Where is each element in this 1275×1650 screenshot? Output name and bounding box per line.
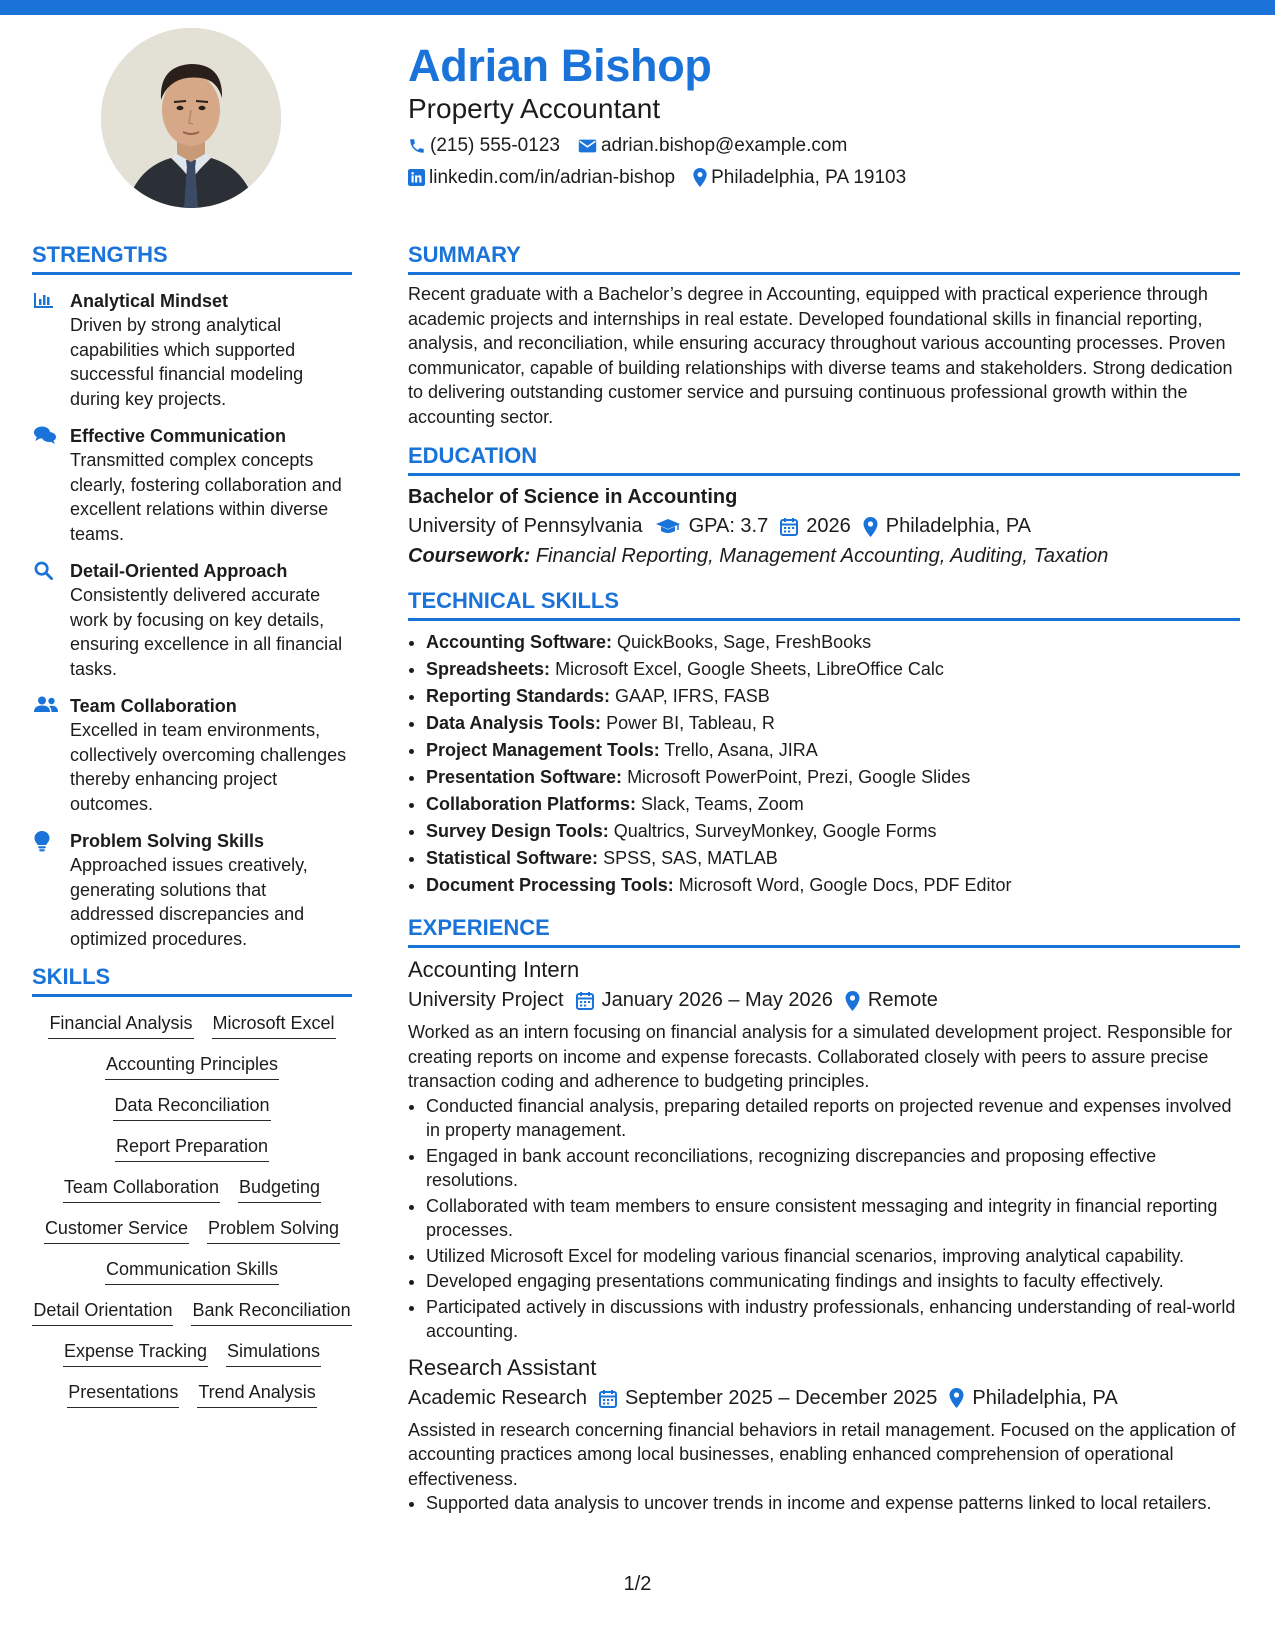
tech-skill-value: GAAP, IFRS, FASB <box>615 686 770 706</box>
tech-skill-item <box>426 791 1240 818</box>
tech-skill-label: Accounting Software: <box>426 632 613 652</box>
strength-item <box>32 289 352 411</box>
summary-text: Recent graduate with a Bachelor’s degree in Accounting, equipped with practical experience through academic projects and internships in real estate. Developed foundational skills in financial reporting, analysis, and reconciliation, while ensuring accuracy throughout various accounting processes. Proven communicator, capable of building relationships with diverse teams and stakeholders. Strong dedication to delivering outstanding customer service and pursuing continuous professional growth within the accounting sector. <box>408 284 1233 427</box>
tech-skill-label: Project Management Tools: <box>426 740 660 760</box>
skills-section <box>32 964 352 1408</box>
coursework-text: Financial Reporting, Management Accounting, Auditing, Taxation <box>535 545 1109 567</box>
tech-skill-value: Microsoft PowerPoint, Prezi, Google Slides <box>627 767 971 787</box>
resume-header <box>408 40 1238 190</box>
skill-chip: Detail Orientation <box>32 1298 173 1326</box>
experience-entry <box>408 956 1240 1344</box>
comments-icon <box>34 426 56 444</box>
achievement-item: • Developed engaging presentations communicating findings and insights to faculty effectively. <box>426 1269 1240 1294</box>
left-column <box>32 242 352 1408</box>
job-location-text: Remote <box>867 989 938 1011</box>
tech-skill-item <box>426 818 1240 845</box>
achievement-item: • Collaborated with team members to ensure consistent messaging and integrity in financial reporting processes. <box>426 1194 1240 1243</box>
tech-skill-value: SPSS, SAS, MATLAB <box>603 848 778 868</box>
strength-description: Consistently delivered accurate work by focusing on key details, ensuring excellence in all financial tasks. <box>70 585 343 679</box>
technical-skills-heading: TECHNICAL SKILLS <box>408 588 1240 621</box>
position-description: Worked as an intern focusing on financial analysis for a simulated development project. Responsible for creating reports on income and expense forecasts. Collaborated closely with peers to assure precise transaction coding and adherence to budgeting principles. <box>408 1022 1233 1091</box>
graduation-cap-icon <box>655 518 681 536</box>
contact-row-1 <box>408 133 1238 158</box>
skill-chip: Expense Tracking <box>63 1339 208 1367</box>
tech-skill-label: Collaboration Platforms: <box>426 794 637 814</box>
tech-skill-item <box>426 656 1240 683</box>
tech-skill-item <box>426 710 1240 737</box>
achievement-item: • Utilized Microsoft Excel for modeling various financial scenarios, improving analytical capability. <box>426 1244 1240 1269</box>
calendar-icon <box>599 1389 617 1408</box>
tech-skill-label: Presentation Software: <box>426 767 623 787</box>
map-pin-icon <box>845 991 860 1011</box>
calendar-icon <box>576 991 594 1010</box>
strengths-list <box>32 289 352 951</box>
coursework-line <box>408 543 1240 570</box>
strength-description: Transmitted complex concepts clearly, fostering collaboration and excellent relations within diverse teams. <box>70 450 342 544</box>
skill-chip: Budgeting <box>238 1175 321 1203</box>
map-pin-icon <box>949 1388 964 1408</box>
school-name <box>408 513 643 540</box>
tech-skill-item <box>426 737 1240 764</box>
calendar-icon <box>780 517 798 536</box>
school-text: University of Pennsylvania <box>408 515 643 537</box>
achievement-item: • Supported data analysis to uncover trends in income and expense patterns linked to local retailers. <box>426 1491 1240 1516</box>
position-title: Accounting Intern <box>408 957 580 982</box>
envelope-icon <box>578 138 597 154</box>
graduation-year <box>780 513 851 540</box>
organization-text: University Project <box>408 989 564 1011</box>
strength-description: Excelled in team environments, collectively overcoming challenges thereby enhancing project outcomes. <box>70 720 347 814</box>
tech-skill-item <box>426 683 1240 710</box>
dates-text: September 2025 – December 2025 <box>624 1386 938 1409</box>
experience-heading: EXPERIENCE <box>408 915 1240 948</box>
page-number: 1/2 <box>623 1573 652 1595</box>
phone-text: (215) 555-0123 <box>430 134 560 156</box>
tech-skill-value: Trello, Asana, JIRA <box>664 740 818 760</box>
skill-chip: Bank Reconciliation <box>191 1298 351 1326</box>
education-heading: EDUCATION <box>408 443 1240 476</box>
map-pin-icon <box>863 517 878 537</box>
lightbulb-icon <box>34 831 50 852</box>
employment-dates <box>576 987 833 1014</box>
job-title-headline: Property Accountant <box>408 93 661 124</box>
linkedin-contact[interactable] <box>408 166 675 190</box>
gpa <box>655 513 769 540</box>
achievement-list <box>408 1094 1240 1344</box>
position-title: Research Assistant <box>408 1354 597 1380</box>
strength-title: Team Collaboration <box>70 696 237 716</box>
candidate-name: Adrian Bishop <box>408 40 712 91</box>
email-contact[interactable] <box>578 134 847 158</box>
coursework-label: Coursework: <box>408 545 531 567</box>
strength-description: Driven by strong analytical capabilities which supported successful financial modeling during key projects. <box>70 315 304 409</box>
education-meta <box>408 513 1240 540</box>
achievement-list <box>408 1491 1240 1516</box>
degree-name: Bachelor of Science in Accounting <box>408 486 738 508</box>
position-description: Assisted in research concerning financial behaviors in retail management. Focused on the application of accounting practices among local businesses, enabling enhanced comprehension of operational effectiveness. <box>408 1419 1236 1489</box>
achievement-item: • Engaged in bank account reconciliations, recognizing discrepancies and proposing effective resolutions. <box>426 1144 1240 1193</box>
tech-skill-item <box>426 872 1240 899</box>
position-meta <box>408 1385 1240 1412</box>
strength-item <box>32 829 352 951</box>
skill-chip: Communication Skills <box>105 1257 279 1285</box>
phone-contact[interactable] <box>408 134 560 158</box>
top-accent-bar <box>0 0 1275 15</box>
skill-chip: Simulations <box>226 1339 321 1367</box>
organization <box>408 1385 587 1412</box>
right-column <box>408 242 1240 1517</box>
skill-chip: Trend Analysis <box>197 1380 316 1408</box>
linkedin-text: linkedin.com/in/adrian-bishop <box>429 166 676 188</box>
tech-skill-value: QuickBooks, Sage, FreshBooks <box>617 632 872 652</box>
strength-description: Approached issues creatively, generating solutions that addressed discrepancies and optimized procedures. <box>70 855 308 949</box>
technical-skills-list <box>408 629 1240 899</box>
contact-row-2 <box>408 165 1238 190</box>
skill-chip: Data Reconciliation <box>113 1093 270 1121</box>
tech-skill-value: Microsoft Word, Google Docs, PDF Editor <box>678 875 1012 895</box>
tech-skill-label: Document Processing Tools: <box>426 875 674 895</box>
phone-icon <box>408 137 426 155</box>
skill-chip: Accounting Principles <box>105 1052 279 1080</box>
strength-title: Analytical Mindset <box>70 291 229 311</box>
experience-entry <box>408 1354 1240 1516</box>
users-icon <box>34 696 58 713</box>
achievement-item: • Participated actively in discussions with industry professionals, enhancing understanding of real-world accounting. <box>426 1295 1240 1344</box>
tech-skill-value: Power BI, Tableau, R <box>606 713 775 733</box>
tech-skill-label: Statistical Software: <box>426 848 599 868</box>
skill-chip: Financial Analysis <box>48 1011 193 1039</box>
location-text: Philadelphia, PA 19103 <box>711 166 907 188</box>
tech-skill-label: Reporting Standards: <box>426 686 611 706</box>
job-location <box>845 987 938 1014</box>
gpa-text: GPA: 3.7 <box>688 515 769 537</box>
strength-item <box>32 559 352 681</box>
strength-title: Problem Solving Skills <box>70 831 265 851</box>
tech-skill-label: Spreadsheets: <box>426 659 551 679</box>
tech-skill-item <box>426 845 1240 872</box>
tech-skill-value: Slack, Teams, Zoom <box>641 794 804 814</box>
profile-photo <box>101 28 281 208</box>
tech-skill-value: Microsoft Excel, Google Sheets, LibreOffice Calc <box>555 659 944 679</box>
position-meta <box>408 987 1240 1014</box>
tech-skill-label: Survey Design Tools: <box>426 821 609 841</box>
tech-skill-value: Qualtrics, SurveyMonkey, Google Forms <box>613 821 937 841</box>
bar-chart-icon <box>34 291 54 309</box>
skill-chip: Team Collaboration <box>63 1175 220 1203</box>
education-location-text: Philadelphia, PA <box>885 515 1032 537</box>
education-location <box>863 513 1031 540</box>
skills-heading: SKILLS <box>32 964 352 997</box>
dates-text: January 2026 – May 2026 <box>601 989 833 1011</box>
email-text: adrian.bishop@example.com <box>600 134 848 156</box>
strength-item <box>32 424 352 546</box>
skill-chip: Customer Service <box>44 1216 189 1244</box>
skill-chip: Report Preparation <box>115 1134 269 1162</box>
tech-skill-item <box>426 764 1240 791</box>
tech-skill-item <box>426 629 1240 656</box>
map-pin-icon <box>693 168 707 187</box>
organization <box>408 987 564 1014</box>
strengths-heading: STRENGTHS <box>32 242 352 275</box>
achievement-item: • Conducted financial analysis, preparing detailed reports on projected revenue and expenses involved in property management. <box>426 1094 1240 1143</box>
skill-chip: Microsoft Excel <box>212 1011 336 1039</box>
location-contact <box>693 166 906 190</box>
linkedin-icon <box>408 169 425 186</box>
employment-dates <box>599 1385 937 1412</box>
skill-chip: Problem Solving <box>207 1216 340 1244</box>
year-text: 2026 <box>806 515 851 537</box>
skill-chip: Presentations <box>67 1380 179 1408</box>
search-icon <box>34 561 53 580</box>
summary-heading: SUMMARY <box>408 242 1240 275</box>
strength-title: Detail-Oriented Approach <box>70 561 288 581</box>
organization-text: Academic Research <box>408 1386 587 1409</box>
job-location-text: Philadelphia, PA <box>972 1386 1118 1409</box>
skills-list <box>32 1011 352 1408</box>
job-location <box>949 1385 1117 1412</box>
tech-skill-label: Data Analysis Tools: <box>426 713 602 733</box>
strength-title: Effective Communication <box>70 426 287 446</box>
strength-item <box>32 694 352 816</box>
